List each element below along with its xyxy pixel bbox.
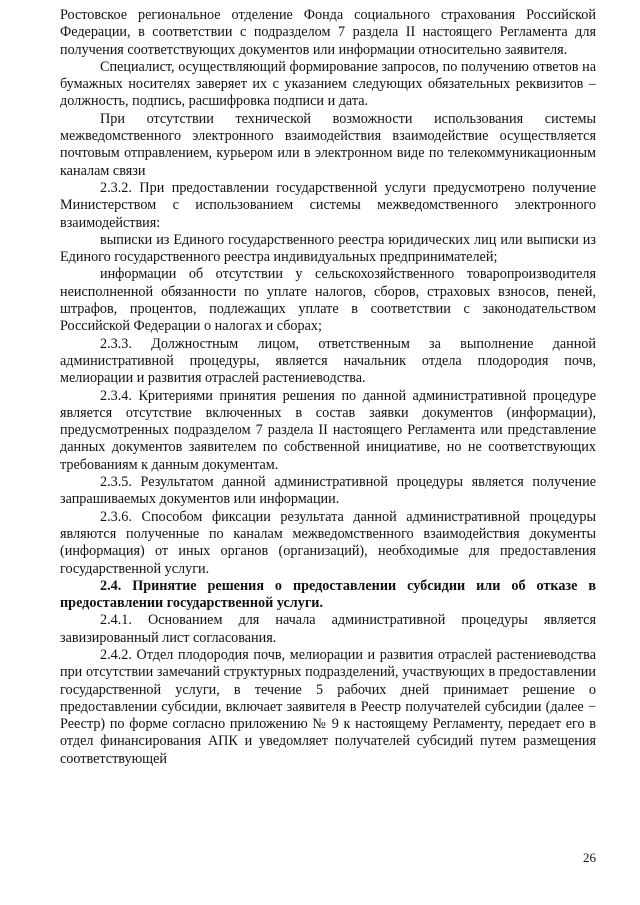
paragraph: 2.4.2. Отдел плодородия почв, мелиорации и развития отраслей растениеводства при отсутствии замечаний структурных подразделений, участвующих в предоставлении государственной услуги, в течение 5 рабочих дней принимает решение о предоставлении субсидии, включает заявителя в Реестр получателей субсидии (далее − Реестр) по форме согласно приложению № 9 к настоящему Регламенту, передает его в отдел финансирования АПК и уведомляет получателей субсидий путем размещения соответствующей: [60, 646, 596, 767]
paragraph: 2.3.6. Способом фиксации результата данной административной процедуры являются полученные по каналам межведомственного взаимодействия документы (информация) от иных органов (организаций), необходимые для предоставления государственной услуги.: [60, 508, 596, 577]
paragraph: 2.4.1. Основанием для начала административной процедуры является завизированный лист согласования.: [60, 612, 596, 646]
paragraph: Специалист, осуществляющий формирование запросов, по получению ответов на бумажных носителях заверяет их с указанием следующих обязательных реквизитов – должность, подпись, расшифровка подписи и дата.: [60, 58, 596, 110]
paragraph: 2.3.2. При предоставлении государственной услуги предусмотрено получение Министерством с использованием системы межведомственного электронного взаимодействия:: [60, 179, 596, 231]
paragraph: выписки из Единого государственного реестра юридических лиц или выписки из Единого государственного реестра индивидуальных предпринимателей;: [60, 231, 596, 266]
section-heading: 2.4. Принятие решения о предоставлении субсидии или об отказе в предоставлении государственной услуги.: [60, 577, 596, 612]
paragraph: 2.3.5. Результатом данной административной процедуры является получение запрашиваемых документов или информации.: [60, 474, 596, 508]
paragraph: 2.3.4. Критериями принятия решения по данной административной процедуре является отсутствие включенных в состав заявки документов (информации), предусмотренных подразделом 7 раздела II настоящего Регламента или представление данных документов заявителем по собственной инициативе, но не соответствующих требованиям к данным документам.: [60, 387, 596, 473]
paragraph: 2.3.3. Должностным лицом, ответственным за выполнение данной административной процедуры, является начальник отдела плодородия почв, мелиорации и развития отраслей растениеводства.: [60, 335, 596, 387]
paragraph: информации об отсутствии у сельскохозяйственного товаропроизводителя неисполненной обязанности по уплате налогов, сборов, страховых взносов, пеней, штрафов, процентов, подлежащих уплате в соответствии с законодательством Российской Федерации о налогах и сборах;: [60, 266, 596, 335]
paragraph: При отсутствии технической возможности использования системы межведомственного электронного взаимодействия взаимодействие осуществляется почтовым отправлением, курьером или в электронном виде по телекоммуникационным каналам связи: [60, 110, 596, 179]
page-number: 26: [583, 850, 596, 865]
document-body: [60, 7, 596, 768]
paragraph: Ростовское региональное отделение Фонда социального страхования Российской Федерации, в соответствии с подразделом 7 раздела II настоящего Регламента для получения соответствующих документов или информации относительно заявителя.: [60, 7, 596, 58]
